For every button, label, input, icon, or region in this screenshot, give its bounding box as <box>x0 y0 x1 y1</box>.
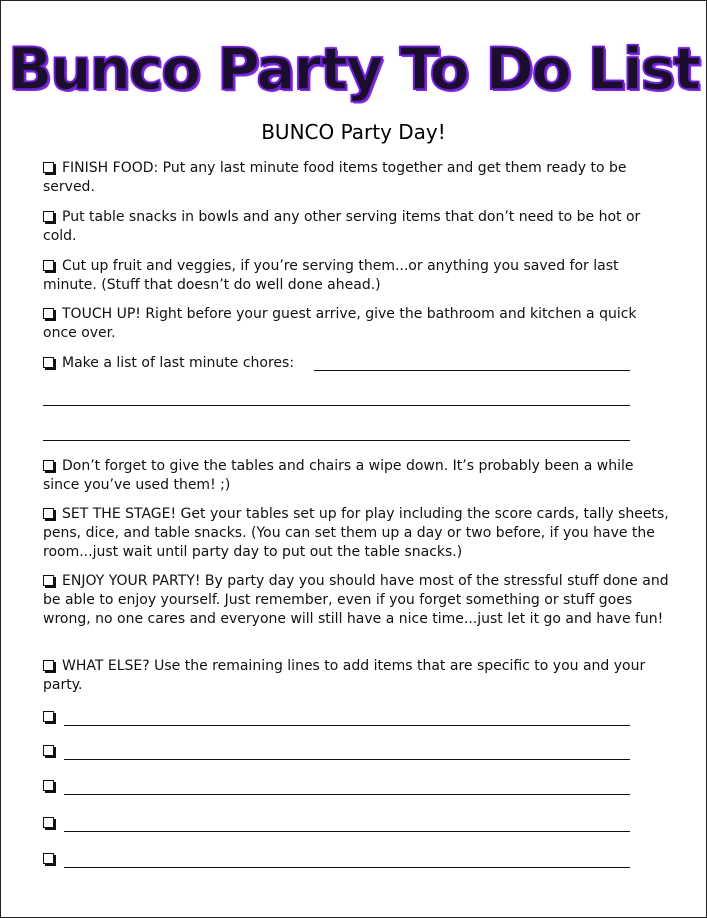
checkbox[interactable] <box>43 308 54 319</box>
blank-write-line[interactable] <box>64 867 630 868</box>
checkbox[interactable] <box>43 357 54 368</box>
todo-item-text: ENJOY YOUR PARTY! By party day you should have most of the stressful stuff done and be able to enjoy yourself. Just remember, even if you forget something or stuff goes wrong, no one cares and everyone will still have a nice time...just let it go and have fun! <box>43 573 669 627</box>
todo-item-touch-up <box>43 305 669 343</box>
checkbox[interactable] <box>43 460 54 471</box>
blank-todo-row <box>43 742 633 762</box>
checkbox[interactable] <box>43 711 54 722</box>
blank-todo-row <box>43 850 633 870</box>
todo-item-table-snacks <box>43 208 669 246</box>
page-subtitle: BUNCO Party Day! <box>261 120 446 144</box>
checkbox[interactable] <box>43 853 54 864</box>
todo-item-text: Cut up fruit and veggies, if you’re serving them...or anything you saved for last minute. (Stuff that doesn’t do well done ahead.) <box>43 258 619 293</box>
blank-todo-row <box>43 777 633 797</box>
todo-item-text: TOUCH UP! Right before your guest arrive, give the bathroom and kitchen a quick once over. <box>43 306 637 341</box>
checkbox[interactable] <box>43 260 54 271</box>
chores-write-line[interactable] <box>43 405 630 406</box>
todo-item-text: WHAT ELSE? Use the remaining lines to add items that are specific to you and your party. <box>43 658 646 693</box>
checkbox[interactable] <box>43 780 54 791</box>
todo-item-text: Put table snacks in bowls and any other serving items that don’t need to be hot or cold. <box>43 209 641 244</box>
checkbox[interactable] <box>43 575 54 586</box>
checkbox[interactable] <box>43 660 54 671</box>
blank-todo-row <box>43 814 633 834</box>
checkbox[interactable] <box>43 508 54 519</box>
checkbox[interactable] <box>43 817 54 828</box>
blank-write-line[interactable] <box>64 794 630 795</box>
todo-item-enjoy-party <box>43 572 669 629</box>
todo-item-finish-food <box>43 159 669 197</box>
todo-item-what-else <box>43 657 669 695</box>
todo-item-set-stage <box>43 505 669 562</box>
chores-write-line[interactable] <box>314 370 630 371</box>
checkbox[interactable] <box>43 211 54 222</box>
blank-todo-row <box>43 708 633 728</box>
todo-item-wipe-down <box>43 457 669 495</box>
todo-item-text: SET THE STAGE! Get your tables set up for play including the score cards, tally sheets, pens, dice, and table snacks. (You can set them up a day or two before, if you have the room...just wait until party day to put out the table snacks.) <box>43 506 669 560</box>
blank-write-line[interactable] <box>64 759 630 760</box>
blank-write-line[interactable] <box>64 831 630 832</box>
chores-write-line[interactable] <box>43 440 630 441</box>
page-title: Bunco Party To Do List <box>8 35 699 103</box>
todo-item-text: Make a list of last minute chores: <box>62 355 295 371</box>
todo-item-cut-fruit <box>43 257 669 295</box>
todo-item-text: FINISH FOOD: Put any last minute food items together and get them ready to be served. <box>43 160 627 195</box>
blank-write-line[interactable] <box>64 725 630 726</box>
todo-item-text: Don’t forget to give the tables and chairs a wipe down. It’s probably been a while since you’ve used them! ;) <box>43 458 634 493</box>
checkbox[interactable] <box>43 162 54 173</box>
checkbox[interactable] <box>43 745 54 756</box>
